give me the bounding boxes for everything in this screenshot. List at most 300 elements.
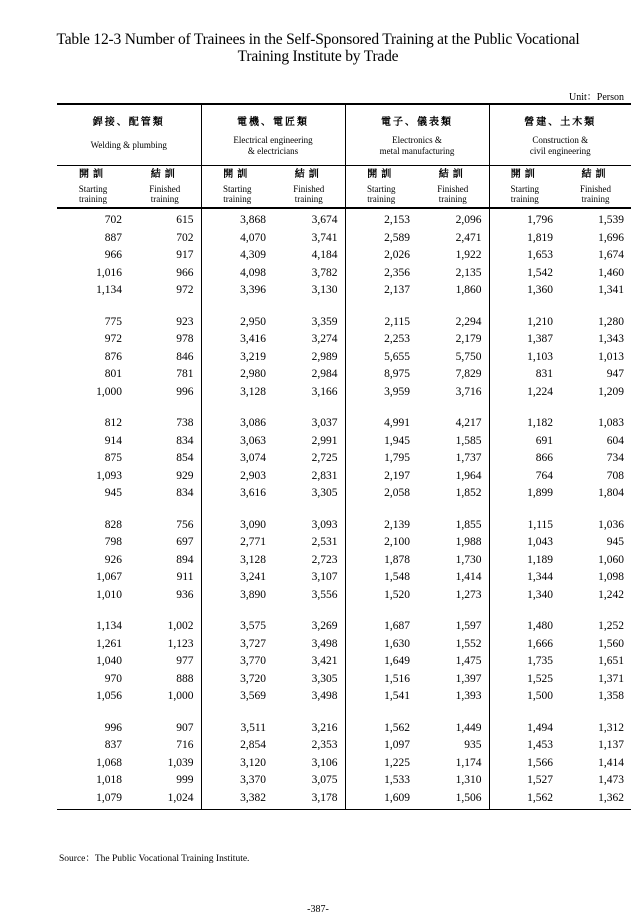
table-cell: 2,100	[384, 536, 410, 548]
table-cell: 3,868	[240, 214, 266, 226]
table-cell: 1,552	[417, 636, 489, 654]
subheader-en-line: training	[79, 194, 107, 204]
group-header-construction	[489, 104, 631, 166]
table-cell: 4,184	[273, 247, 345, 265]
group-zh: 電機、電匠類	[237, 117, 309, 128]
table-cell: 999	[129, 772, 201, 790]
table-cell: 837	[104, 739, 122, 751]
table-cell: 1,494	[527, 721, 554, 734]
table-cell: 691	[535, 434, 554, 447]
table-cell: 1,040	[96, 655, 122, 667]
table-cell: 1,562	[489, 790, 560, 810]
table-row	[57, 208, 631, 230]
table-cell: 914	[104, 434, 122, 447]
table-row	[57, 587, 631, 605]
table-cell: 1,036	[598, 518, 625, 531]
table-cell: 3,128	[240, 553, 266, 566]
table-cell: 1,137	[598, 739, 625, 751]
table-cell: 3,498	[273, 636, 345, 654]
table-cell: 775	[104, 315, 122, 328]
table-cell: 907	[129, 720, 201, 738]
table-cell: 1,449	[417, 720, 489, 738]
trainees-table	[57, 103, 631, 810]
table-cell: 1,480	[527, 620, 554, 632]
table-row	[57, 433, 631, 451]
table-cell: 812	[104, 417, 122, 429]
table-cell: 1,666	[527, 637, 554, 650]
table-cell: 894	[129, 552, 201, 570]
table-cell: 2,989	[273, 349, 345, 367]
table-cell: 1,651	[598, 655, 625, 667]
table-cell: 1,527	[527, 774, 554, 786]
table-cell: 3,305	[273, 485, 345, 503]
table-cell: 834	[129, 433, 201, 451]
table-row	[57, 653, 631, 671]
table-cell: 2,991	[273, 433, 345, 451]
finished-training-header	[560, 166, 631, 209]
table-cell: 911	[129, 569, 201, 587]
table-cell: 1,922	[417, 247, 489, 265]
table-cell: 2,723	[273, 552, 345, 570]
table-cell: 1,560	[598, 637, 625, 650]
table-cell: 615	[129, 208, 201, 230]
table-cell: 3,074	[240, 452, 266, 464]
table-cell: 887	[104, 231, 122, 244]
spacer-cell	[560, 300, 631, 314]
spacer-cell	[489, 706, 560, 720]
table-cell: 3,120	[240, 756, 266, 769]
table-cell: 3,511	[240, 721, 266, 734]
table-cell: 7,829	[417, 366, 489, 384]
table-cell: 978	[129, 331, 201, 349]
table-cell: 1,525	[527, 672, 554, 685]
table-cell: 3,890	[240, 588, 266, 601]
table-cell: 1,273	[417, 587, 489, 605]
table-cell: 3,269	[273, 618, 345, 636]
group-header-electrical	[201, 104, 345, 166]
table-row	[57, 415, 631, 433]
spacer-cell	[129, 604, 201, 618]
table-cell: 1,189	[527, 553, 554, 566]
table-row	[57, 790, 631, 810]
table-cell: 1,674	[598, 249, 625, 261]
subheader-en	[57, 184, 129, 204]
table-cell: 798	[104, 536, 122, 548]
table-cell: 2,356	[384, 266, 410, 279]
table-cell: 3,498	[273, 688, 345, 706]
table-cell: 1,609	[345, 790, 417, 810]
table-cell: 1,899	[527, 487, 554, 499]
table-cell: 1,362	[560, 790, 631, 810]
table-cell: 3,037	[273, 415, 345, 433]
subheader-en-line: training	[223, 194, 252, 204]
table-cell: 1,340	[527, 588, 554, 601]
table-cell: 801	[104, 368, 122, 380]
spacer-cell	[417, 706, 489, 720]
spacer-cell	[57, 706, 129, 720]
subheader-en-line: Starting	[78, 184, 108, 194]
table-cell: 3,090	[240, 518, 266, 531]
subheader-zh: 結訓	[438, 169, 467, 180]
table-cell: 1,500	[527, 690, 554, 702]
table-row	[57, 636, 631, 654]
table-cell: 3,370	[240, 774, 266, 786]
table-cell: 1,542	[527, 266, 554, 279]
table-cell: 3,063	[240, 434, 266, 447]
table-cell: 2,903	[240, 469, 266, 482]
table-cell: 2,058	[384, 487, 410, 499]
group-en: & electricians	[247, 146, 299, 156]
table-cell: 1,475	[417, 653, 489, 671]
table-cell: 936	[129, 587, 201, 605]
spacer-cell	[417, 401, 489, 415]
table-cell: 2,980	[240, 368, 266, 380]
subheader-en	[129, 184, 201, 204]
table-cell: 764	[535, 469, 554, 482]
table-cell: 3,959	[384, 385, 410, 398]
table-row	[57, 331, 631, 349]
spacer-cell	[201, 604, 273, 618]
table-cell: 1,000	[96, 385, 122, 398]
table-cell: 1,224	[527, 385, 554, 398]
subheader-en-line: training	[294, 194, 323, 204]
table-row	[57, 366, 631, 384]
spacer-cell	[345, 503, 417, 517]
table-cell: 702	[104, 214, 122, 226]
spacer-cell	[273, 604, 345, 618]
table-cell: 604	[606, 434, 625, 447]
table-row	[57, 468, 631, 486]
table-cell: 1,060	[598, 553, 625, 566]
table-cell: 3,166	[273, 384, 345, 402]
table-cell: 1,103	[527, 350, 554, 363]
table-cell: 4,217	[417, 415, 489, 433]
table-row	[57, 671, 631, 689]
table-cell: 1,548	[384, 571, 410, 583]
table-row	[57, 618, 631, 636]
spacer-cell	[489, 401, 560, 415]
table-cell: 3,241	[240, 571, 266, 583]
spacer-cell	[201, 706, 273, 720]
title-line-2: Training Institute by Trade	[237, 48, 399, 65]
table-cell: 1,079	[57, 790, 129, 810]
spacer-cell	[57, 401, 129, 415]
group-zh: 銲接、配管類	[92, 117, 165, 128]
table-cell: 1,209	[598, 385, 625, 398]
table-cell: 834	[129, 485, 201, 503]
table-cell: 1,343	[598, 333, 625, 345]
subheader-en-line: Finished	[149, 184, 181, 194]
table-cell: 734	[606, 452, 625, 464]
finished-training-header	[129, 166, 201, 209]
table-cell: 1,098	[598, 571, 625, 583]
spacer-cell	[560, 604, 631, 618]
table-row	[57, 552, 631, 570]
table-cell: 738	[129, 415, 201, 433]
table-cell: 4,070	[240, 231, 266, 244]
table-cell: 2,831	[273, 468, 345, 486]
table-cell: 1,043	[527, 536, 554, 548]
subheader-en-line: Finished	[437, 184, 469, 194]
spacer-cell	[129, 706, 201, 720]
table-cell: 3,556	[273, 587, 345, 605]
spacer-cell	[129, 503, 201, 517]
table-cell: 996	[104, 721, 122, 734]
table-cell: 1,000	[129, 688, 201, 706]
table-cell: 1,460	[598, 266, 625, 279]
table-cell: 3,128	[240, 385, 266, 398]
table-row	[57, 720, 631, 738]
table-cell: 2,137	[384, 284, 410, 296]
table-row	[57, 485, 631, 503]
table-cell: 3,569	[240, 690, 266, 702]
table-cell: 1,068	[96, 756, 122, 769]
table-cell: 1,653	[527, 249, 554, 261]
table-cell: 1,852	[417, 485, 489, 503]
table-cell: 1,730	[417, 552, 489, 570]
group-zh: 電子、儀表類	[381, 117, 453, 128]
table-cell: 3,219	[240, 350, 266, 363]
table-cell: 4,309	[240, 249, 266, 261]
table-cell: 3,575	[240, 620, 266, 632]
table-row	[57, 772, 631, 790]
spacer-row	[57, 604, 631, 618]
subheader-en-line: training	[510, 194, 539, 204]
table-row	[57, 384, 631, 402]
table-cell: 1,988	[417, 534, 489, 552]
group-header-welding	[57, 104, 201, 166]
group-zh: 營建、土木類	[524, 117, 597, 128]
spacer-cell	[129, 401, 201, 415]
table-cell: 1,002	[129, 618, 201, 636]
table-cell: 2,950	[240, 315, 266, 328]
table-cell: 3,107	[273, 569, 345, 587]
spacer-cell	[57, 604, 129, 618]
table-cell: 876	[104, 350, 122, 363]
group-header-electronics	[345, 104, 489, 166]
table-cell: 1,312	[598, 721, 625, 734]
table-cell: 1,414	[598, 756, 625, 769]
table-cell: 2,139	[384, 518, 410, 531]
title-line-1: Table 12-3 Number of Trainees in the Self-Sponsored Training at the Public Vocational	[56, 31, 580, 48]
table-cell: 1,795	[384, 452, 410, 464]
starting-training-header	[489, 166, 560, 209]
table-cell: 1,539	[598, 214, 625, 226]
table-row	[57, 265, 631, 283]
starting-training-header	[345, 166, 417, 209]
table-cell: 1,093	[96, 469, 122, 482]
spacer-cell	[273, 401, 345, 415]
group-header-row	[57, 104, 631, 166]
table-cell: 708	[606, 469, 625, 482]
table-cell: 1,371	[598, 672, 625, 685]
spacer-cell	[417, 300, 489, 314]
group-en: civil engineering	[529, 146, 591, 156]
table-row	[57, 230, 631, 248]
table-cell: 1,737	[417, 450, 489, 468]
table-cell: 945	[606, 536, 625, 548]
table-cell: 1,516	[384, 672, 410, 685]
subheader-en-line: training	[581, 194, 610, 204]
table-cell: 1,506	[417, 790, 489, 810]
starting-training-header	[201, 166, 273, 209]
subheader-en	[202, 184, 274, 204]
group-en: Welding & plumbing	[90, 140, 167, 150]
spacer-cell	[273, 706, 345, 720]
spacer-cell	[560, 401, 631, 415]
table-cell: 1,597	[417, 618, 489, 636]
table-row	[57, 314, 631, 332]
table-cell: 3,106	[273, 755, 345, 773]
table-cell: 929	[129, 468, 201, 486]
table-cell: 1,696	[598, 231, 625, 244]
spacer-cell	[201, 503, 273, 517]
spacer-cell	[345, 706, 417, 720]
table-cell: 926	[104, 553, 122, 566]
table-cell: 966	[104, 249, 122, 261]
table-cell: 923	[129, 314, 201, 332]
table-cell: 1,414	[417, 569, 489, 587]
table-cell: 3,305	[273, 671, 345, 689]
source-note: Source：The Public Vocational Training Institute.	[59, 854, 250, 864]
table-cell: 1,855	[417, 517, 489, 535]
table-cell: 1,252	[598, 620, 625, 632]
spacer-cell	[560, 706, 631, 720]
table-cell: 3,720	[240, 672, 266, 685]
table-cell: 1,225	[384, 756, 410, 769]
table-row	[57, 534, 631, 552]
table-cell: 1,562	[384, 721, 410, 734]
table-cell: 1,123	[129, 636, 201, 654]
table-cell: 2,854	[240, 739, 266, 751]
table-cell: 1,358	[598, 690, 625, 702]
table-row	[57, 688, 631, 706]
table-cell: 2,353	[273, 737, 345, 755]
table-cell: 966	[129, 265, 201, 283]
subheader-en	[560, 184, 631, 204]
table-cell: 935	[417, 737, 489, 755]
table-cell: 828	[104, 518, 122, 531]
table-cell: 1,115	[527, 518, 554, 531]
table-cell: 5,655	[384, 350, 410, 363]
table-cell: 2,026	[384, 249, 410, 261]
unit-label: Unit：Person	[569, 92, 624, 103]
table-cell: 2,135	[417, 265, 489, 283]
table-cell: 1,541	[384, 690, 410, 702]
table-cell: 1,039	[129, 755, 201, 773]
spacer-cell	[417, 503, 489, 517]
table-cell: 3,396	[240, 284, 266, 296]
table-cell: 1,341	[598, 284, 625, 296]
table-cell: 3,274	[273, 331, 345, 349]
table-cell: 1,878	[384, 553, 410, 566]
table-row	[57, 737, 631, 755]
finished-training-header	[417, 166, 489, 209]
subheader-en	[490, 184, 561, 204]
table-row	[57, 349, 631, 367]
table-cell: 3,075	[273, 772, 345, 790]
table-cell: 2,471	[417, 230, 489, 248]
table-cell: 1,520	[384, 588, 410, 601]
table-row	[57, 247, 631, 265]
table-cell: 1,796	[527, 214, 554, 226]
spacer-cell	[273, 503, 345, 517]
table-cell: 756	[129, 517, 201, 535]
table-cell: 1,533	[384, 774, 410, 786]
table-cell: 888	[129, 671, 201, 689]
subheader-zh: 開訓	[510, 169, 539, 180]
finished-training-header	[273, 166, 345, 209]
table-cell: 1,310	[417, 772, 489, 790]
table-cell: 2,179	[417, 331, 489, 349]
table-cell: 1,453	[527, 739, 554, 751]
table-row	[57, 282, 631, 300]
table-cell: 3,382	[201, 790, 273, 810]
subheader-en	[273, 184, 345, 204]
table-cell: 970	[104, 672, 122, 685]
table-cell: 1,687	[384, 620, 410, 632]
spacer-row	[57, 401, 631, 415]
table-cell: 3,741	[273, 230, 345, 248]
table-cell: 977	[129, 653, 201, 671]
group-en: Electrical engineering	[233, 135, 313, 145]
table-cell: 1,016	[96, 266, 122, 279]
table-cell: 945	[104, 487, 122, 499]
table-cell: 1,945	[384, 434, 410, 447]
spacer-cell	[201, 300, 273, 314]
subheader-en-line: Starting	[510, 184, 540, 194]
table-cell: 1,649	[384, 655, 410, 667]
table-cell: 3,770	[240, 655, 266, 667]
subheader-zh: 結訓	[581, 169, 610, 180]
table-cell: 2,253	[384, 333, 410, 345]
table-cell: 2,096	[417, 208, 489, 230]
table-cell: 854	[129, 450, 201, 468]
table-cell: 2,115	[384, 315, 410, 328]
table-cell: 3,421	[273, 653, 345, 671]
table-cell: 1,134	[96, 284, 122, 296]
table-row	[57, 569, 631, 587]
table-cell: 3,674	[273, 208, 345, 230]
table-cell: 1,083	[598, 417, 625, 429]
starting-training-header	[57, 166, 129, 209]
table-cell: 1,387	[527, 333, 554, 345]
spacer-cell	[345, 401, 417, 415]
table-row	[57, 755, 631, 773]
table-cell: 1,804	[598, 487, 625, 499]
table-cell: 1,819	[527, 231, 554, 244]
table-cell: 3,359	[273, 314, 345, 332]
subheader-en-line: training	[438, 194, 467, 204]
table-cell: 781	[129, 366, 201, 384]
table-cell: 1,056	[96, 690, 122, 702]
table-cell: 1,067	[96, 571, 122, 583]
table-cell: 1,261	[96, 637, 122, 650]
table-cell: 947	[606, 368, 625, 380]
sub-header-row	[57, 166, 631, 209]
table-cell: 2,589	[384, 231, 410, 244]
table-cell: 1,393	[417, 688, 489, 706]
table-cell: 1,182	[527, 417, 554, 429]
table-cell: 1,566	[527, 756, 554, 769]
subheader-en-line: Finished	[293, 184, 325, 194]
table-cell: 1,860	[417, 282, 489, 300]
table-cell: 3,416	[240, 333, 266, 345]
subheader-zh: 開訓	[223, 169, 252, 180]
spacer-cell	[560, 503, 631, 517]
spacer-cell	[489, 503, 560, 517]
spacer-row	[57, 706, 631, 720]
